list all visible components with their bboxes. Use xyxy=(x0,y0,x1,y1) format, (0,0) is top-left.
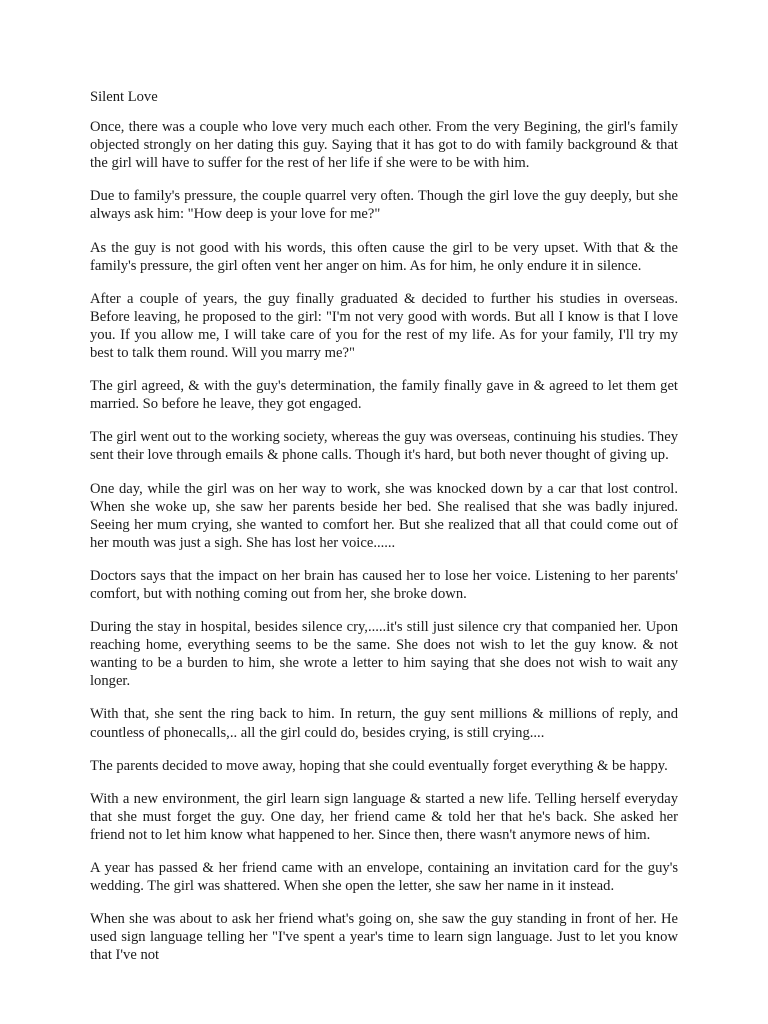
paragraph: The parents decided to move away, hoping that she could eventually forget everything & be happy. xyxy=(90,757,668,774)
paragraph: As the guy is not good with his words, this often cause the girl to be very upset. With that & the family's pressure, the girl often vent her anger on him. As for him, he only endure it in silence. xyxy=(90,239,678,274)
paragraph: When she was about to ask her friend what's going on, she saw the guy standing in front of her. He used sign language telling her "I've spent a year's time to learn sign language. Just to let you know that I've not xyxy=(90,911,678,964)
paragraph: With a new environment, the girl learn sign language & started a new life. Telling herself everyday that she must forget the guy. One day, her friend came & told her that he's back. She asked her friend not to let him know what happened to her. Since then, there wasn't anymore news of him. xyxy=(90,790,678,843)
paragraph: One day, while the girl was on her way to work, she was knocked down by a car that lost control. When she woke up, she saw her parents beside her bed. She realised that she was badly injured. Seeing her mum crying, she wanted to comfort her. But she realized that all that could come out of her mouth was just a sigh. She has lost her voice...... xyxy=(90,480,678,551)
document-title: Silent Love xyxy=(90,89,158,105)
paragraph: Doctors says that the impact on her brain has caused her to lose her voice. Listening to her parents' comfort, but with nothing coming out from her, she broke down. xyxy=(90,567,678,602)
paragraph: After a couple of years, the guy finally graduated & decided to further his studies in overseas. Before leaving, he proposed to the girl: "I'm not very good with words. But all I know is that I love you. If you allow me, I will take care of you for the rest of my life. As for your family, I'll try my best to talk them round. Will you marry me?" xyxy=(90,290,678,362)
paragraph: With that, she sent the ring back to him. In return, the guy sent millions & millions of reply, and countless of phonecalls,.. all the girl could do, besides crying, is still crying.... xyxy=(90,706,678,741)
paragraph: During the stay in hospital, besides silence cry,.....it's still just silence cry that companied her. Upon reaching home, everything seems to be the same. She does not wish to let the guy know. & not wanting to be a burden to him, she wrote a letter to him saying that she does not wish to wait any longer. xyxy=(90,619,678,690)
paragraph: Due to family's pressure, the couple quarrel very often. Though the girl love the guy deeply, but she always ask him: "How deep is your love for me?" xyxy=(90,188,678,223)
paragraph: The girl agreed, & with the guy's determination, the family finally gave in & agreed to let them get married. So before he leave, they got engaged. xyxy=(90,378,678,413)
paragraph: The girl went out to the working society, whereas the guy was overseas, continuing his studies. They sent their love through emails & phone calls. Though it's hard, but both never thought of giving up. xyxy=(90,429,678,464)
paragraph: Once, there was a couple who love very much each other. From the very Begining, the girl's family objected strongly on her dating this guy. Saying that it has got to do with family background & that the girl will have to suffer for the rest of her life if she were to be with him. xyxy=(90,119,678,172)
document-page xyxy=(90,88,678,979)
paragraph: A year has passed & her friend came with an envelope, containing an invitation card for the guy's wedding. The girl was shattered. When she open the letter, she saw her name in it instead. xyxy=(90,860,678,895)
